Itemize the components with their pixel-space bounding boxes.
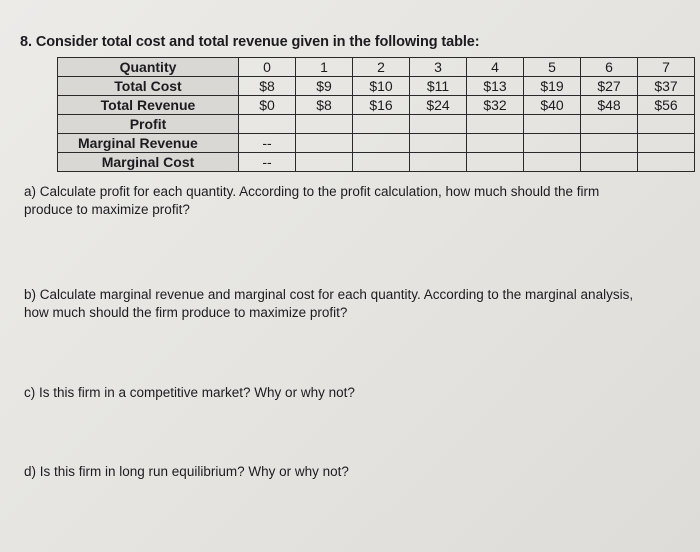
table-row-total-cost xyxy=(58,77,695,96)
question-part-b xyxy=(24,286,633,322)
table-row-total-revenue xyxy=(58,96,695,115)
table-cell xyxy=(353,134,410,153)
part-b-line-1: b) Calculate marginal revenue and marginal cost for each quantity. According to the marginal analysis, xyxy=(24,287,634,302)
table-cell: 0 xyxy=(239,58,296,77)
table-cell: $13 xyxy=(467,77,524,96)
table-cell: $48 xyxy=(581,96,638,115)
table-cell: 2 xyxy=(353,58,410,77)
table-cell xyxy=(353,115,410,134)
question-title: 8. Consider total cost and total revenue given in the following table: xyxy=(20,34,480,50)
table-cell: $56 xyxy=(638,96,695,115)
part-a-line-1: a) Calculate profit for each quantity. According to the profit calculation, how much should the firm xyxy=(24,184,600,199)
part-c-line-1: c) Is this firm in a competitive market? Why or why not? xyxy=(24,385,355,400)
table-row-quantity xyxy=(58,58,695,77)
table-cell: $9 xyxy=(296,77,353,96)
table-cell xyxy=(410,134,467,153)
row-label: Profit xyxy=(58,115,239,134)
table-cell: 4 xyxy=(467,58,524,77)
table-cell xyxy=(581,134,638,153)
table-cell xyxy=(638,153,695,172)
part-b-line-2: how much should the firm produce to maximize profit? xyxy=(24,305,348,320)
question-part-c xyxy=(24,384,355,402)
part-a-line-2: produce to maximize profit? xyxy=(24,202,190,217)
table-cell: $10 xyxy=(353,77,410,96)
table-cell xyxy=(353,153,410,172)
table-row-marginal-revenue xyxy=(58,134,695,153)
table-cell: -- xyxy=(239,153,296,172)
row-label: Total Cost xyxy=(58,77,239,96)
table-row-marginal-cost xyxy=(58,153,695,172)
table-cell: $8 xyxy=(239,77,296,96)
table-cell xyxy=(581,153,638,172)
table-row-profit xyxy=(58,115,695,134)
question-part-a xyxy=(24,183,599,219)
part-d-line-1: d) Is this firm in long run equilibrium? Why or why not? xyxy=(24,464,349,479)
table-cell xyxy=(467,115,524,134)
table-cell: $37 xyxy=(638,77,695,96)
row-label: Total Revenue xyxy=(58,96,239,115)
table-cell: -- xyxy=(239,134,296,153)
table-cell xyxy=(524,115,581,134)
question-part-d xyxy=(24,463,349,481)
table-cell: $27 xyxy=(581,77,638,96)
table-cell: $0 xyxy=(239,96,296,115)
table-cell: $32 xyxy=(467,96,524,115)
table-cell xyxy=(524,153,581,172)
table-cell: 7 xyxy=(638,58,695,77)
table-cell: 6 xyxy=(581,58,638,77)
table-cell xyxy=(296,153,353,172)
table-cell xyxy=(296,115,353,134)
table-cell xyxy=(410,115,467,134)
row-label: Marginal Cost xyxy=(58,153,239,172)
table-cell xyxy=(638,134,695,153)
table-cell: $8 xyxy=(296,96,353,115)
row-label: Quantity xyxy=(58,58,239,77)
table-cell: $40 xyxy=(524,96,581,115)
table-cell xyxy=(296,134,353,153)
table-cell: $16 xyxy=(353,96,410,115)
cost-revenue-table xyxy=(57,57,695,172)
table-cell: $19 xyxy=(524,77,581,96)
table-cell: 5 xyxy=(524,58,581,77)
table-cell: 3 xyxy=(410,58,467,77)
table-cell xyxy=(467,153,524,172)
table-cell xyxy=(467,134,524,153)
table-cell xyxy=(638,115,695,134)
table-cell xyxy=(239,115,296,134)
table-cell xyxy=(410,153,467,172)
table-cell: $11 xyxy=(410,77,467,96)
table-cell xyxy=(524,134,581,153)
table-cell: 1 xyxy=(296,58,353,77)
table-cell: $24 xyxy=(410,96,467,115)
row-label: Marginal Revenue xyxy=(58,134,239,153)
table-cell xyxy=(581,115,638,134)
